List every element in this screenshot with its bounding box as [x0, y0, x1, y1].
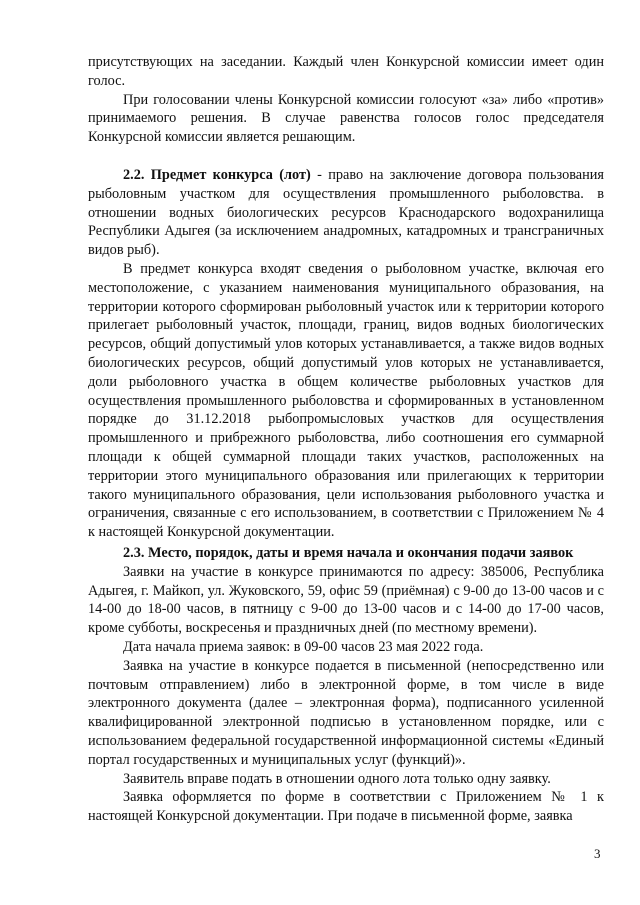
section-2-2-heading: 2.2. Предмет конкурса (лот) — [123, 167, 311, 183]
section-2-2-heading-text: - право на заключение договора пользования рыболовным участком для осуществления промышленного рыболовства. в отношении водных биологических ресурсов Краснодарского водохранилища Республики Адыгея (за исключением анадромных, катадромных и трансграничных видов рыб). — [88, 167, 605, 259]
section-2-3-paragraph-application-form: Заявка оформляется по форме в соответствии с Приложением № 1 к настоящей Конкурсной документации. При подаче в письменной форме, заявка — [88, 789, 604, 825]
section-2-3-paragraph-form: Заявка на участие в конкурсе подается в письменной (непосредственно или почтовым отправлением) либо в электронной форме, в том числе в виде электронного документа (далее – электронная форма), подписанного усиленной квалифицированной электронной подписью в установленном порядке, или с использованием федеральной государственной информационной системы «Единый портал государственных и муниципальных услуг (функций)». — [88, 657, 604, 768]
section-2-3-paragraph-one-application: Заявитель вправе подать в отношении одного лота только одну заявку. — [123, 770, 551, 787]
paragraph-voting-rules: При голосовании члены Конкурсной комиссии голосуют «за» либо «против» принимаемого решения. В случае равенства голосов голос председателя Конкурсной комиссии является решающим. — [88, 91, 604, 146]
section-2-3 — [88, 544, 604, 826]
section-2-3-paragraph-start-date: Дата начала приема заявок: в 09-00 часов 23 мая 2022 года. — [123, 638, 484, 655]
section-2-3-heading: 2.3. Место, порядок, даты и время начала и окончания подачи заявок — [123, 545, 574, 561]
section-2-2-intro — [88, 166, 604, 260]
paragraph-voting-members: присутствующих на заседании. Каждый член Конкурсной комиссии имеет один голос. — [88, 54, 604, 89]
section-2-2-paragraph: В предмет конкурса входят сведения о рыболовном участке, включая его местоположение, с указанием наименования муниципального образования, на территории которого сформирован рыболовный участок или к территории которого прилегает рыболовный участок, площади, границ, видов водных биологических ресурсов, общий допустимый улов которых устанавливается, а также видов водных биологических ресурсов, общий допустимый улов которых не устанавливается, доли рыболовного участка в общем количестве рыболовных участков для осуществления промышленного рыболовства и сформированных в установленном порядке до 31.12.2018 рыбопромысловых участков для осуществления промышленного и прибрежного рыболовства, либо соотношения его суммарной площади к общей суммарной площади таких участков, расположенных на территории этого муниципального образования или прилегающих к территории такого муниципального образования, цели использования рыболовного участка и ограничения, связанные с его использованием, в соответствии с Приложением № 4 к настоящей Конкурсной документации. — [88, 260, 604, 541]
voting-section — [88, 53, 604, 147]
section-2-2 — [88, 166, 604, 542]
page-number: 3 — [594, 846, 601, 861]
section-2-3-paragraph-address: Заявки на участие в конкурсе принимаются по адресу: 385006, Республика Адыгея, г. Майкоп, ул. Жуковского, 59, офис 59 (приёмная) с 9-00 до 13-00 часов и с 14-00 до 18-00 часов, в пятницу с 9-00 до 13-00 часов и с 14-00 до 17-00 часов, кроме субботы, воскресенья и праздничных дней (по местному времени). — [88, 563, 604, 637]
